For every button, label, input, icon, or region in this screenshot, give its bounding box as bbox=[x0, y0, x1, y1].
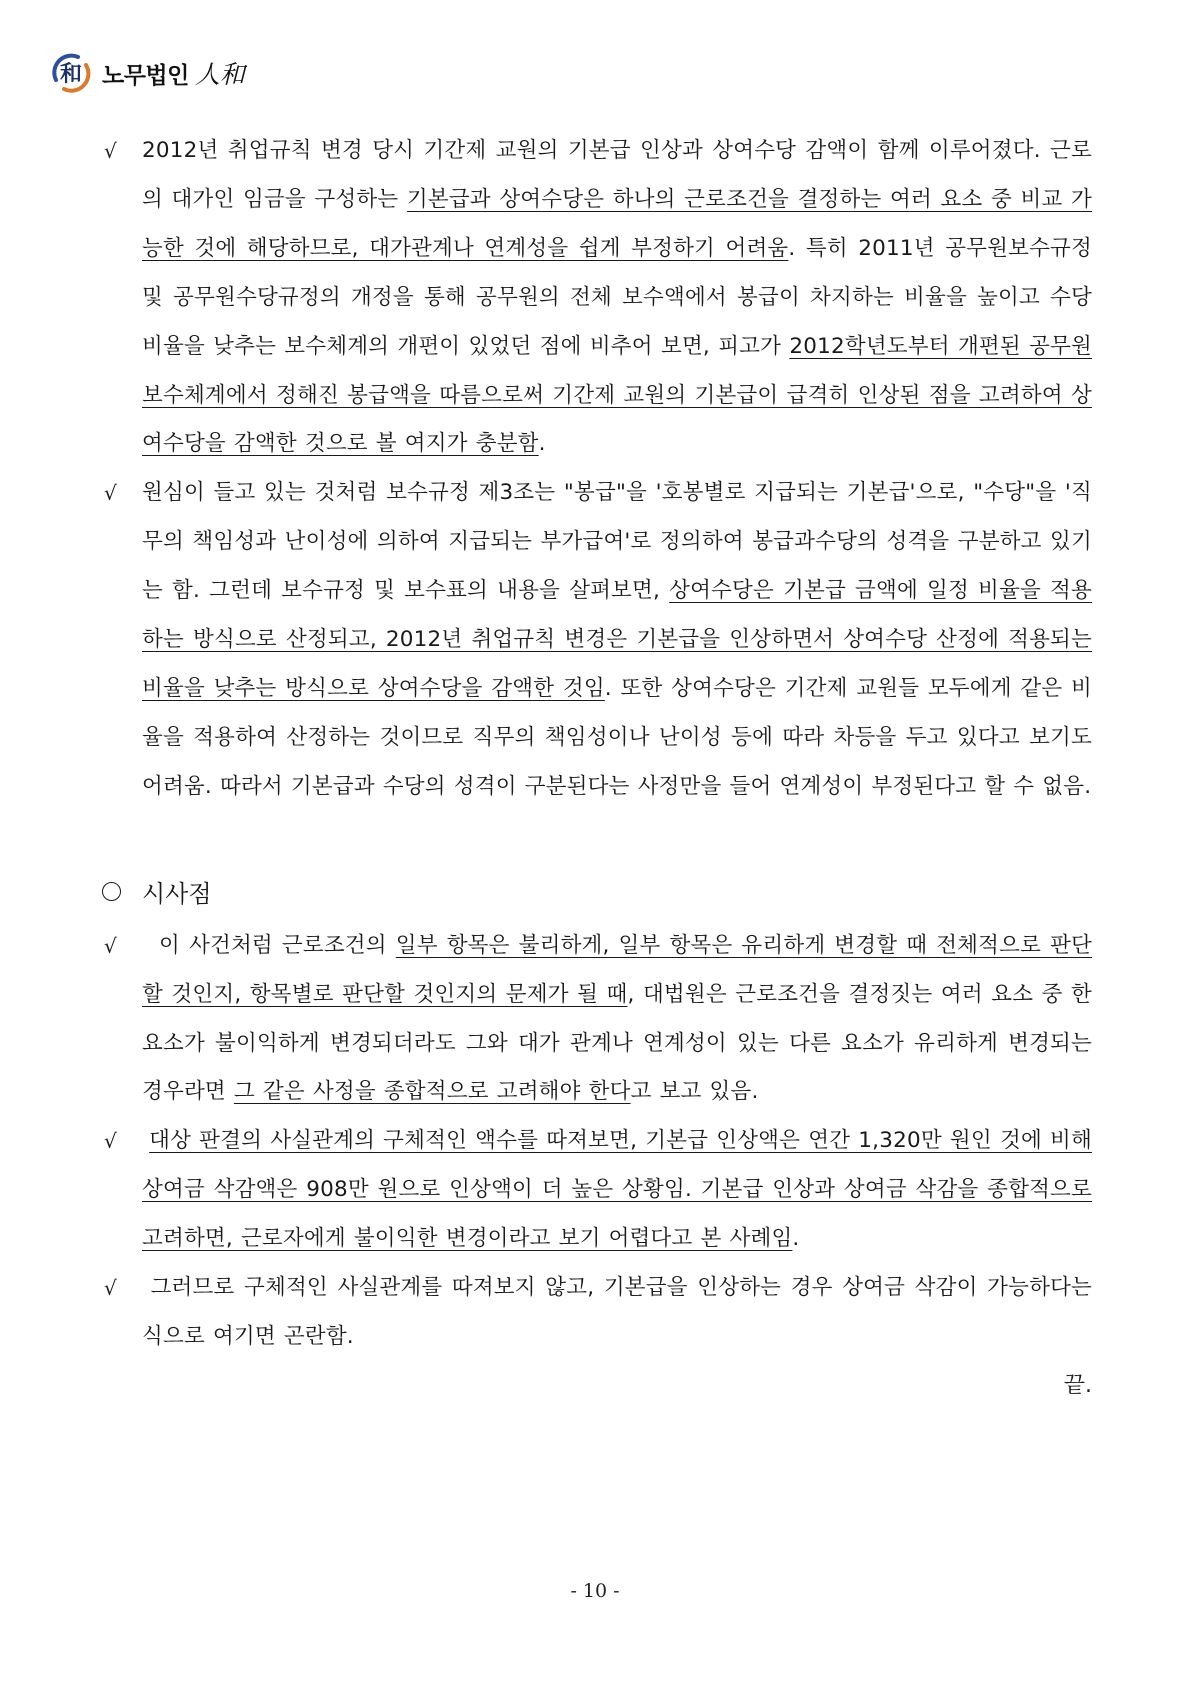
check-bullet-icon: √ bbox=[104, 1129, 117, 1154]
end-mark: 끝. bbox=[1063, 1372, 1092, 1398]
check-bullet-icon: √ bbox=[104, 1276, 117, 1301]
check-bullet-icon: √ bbox=[104, 139, 117, 163]
page-number: - 10 - bbox=[570, 1580, 620, 1602]
check-bullet-icon: √ bbox=[104, 481, 117, 506]
para1-text-2: . 특히 2011년 공무원보수규정 및 공무원수당규정의 개정을 통해 공무원의 전체 보수액에서 봉급이 차지하는 비율을 높이고 수당 비율을 낮추는 보수체계의 개편이 있었던 점에 비추어 보면, 피고가 bbox=[142, 235, 1092, 359]
para3-text-2: , 대법원은 근로조건을 결정짓는 여러 요소 중 한 요소가 불이익하게 변경되더라도 그와 대가 관계나 연계성이 있는 다른 요소가 유리하게 변경되는 경우라면 bbox=[142, 981, 1092, 1105]
para3-underlined-2: 그 같은 사정을 종합적으로 고려해야 한다 bbox=[233, 1079, 631, 1105]
para1-underlined-1: 기본급과 상여수당은 하나의 근로조건을 결정하는 여러 요소 중 비교 가능한 것에 해당하므로, 대가관계나 연계성을 쉽게 부정하기 어려움 bbox=[142, 186, 1092, 261]
para3-underlined-1: 일부 항목은 불리하게, 일부 항목은 유리하게 변경할 때 전체적으로 판단할 것인지, 항목별로 판단할 것인지의 문제가 될 때 bbox=[142, 932, 1093, 1007]
para3-text-3: 고 보고 있음. bbox=[630, 1079, 759, 1105]
firm-logo-icon bbox=[48, 50, 94, 96]
bullet-paragraph-2 bbox=[100, 469, 1092, 811]
para1-text-3: . bbox=[538, 431, 546, 457]
para1-underlined-2: 2012학년도부터 개편된 공무원 보수체계에서 정해진 봉급액을 따름으로써 기간제 교원의 기본급이 급격히 인상된 점을 고려하여 상여수당을 감액한 것으로 볼 여지가 충분함 bbox=[142, 333, 1092, 457]
bullet-paragraph-5 bbox=[100, 1264, 1101, 1362]
para2-text-1: 원심이 들고 있는 것처럼 보수규정 제3조는 "봉급"을 '호봉별로 지급되는 기본급'으로, "수당"을 '직무의 책임성과 난이성에 의하여 지급되는 부가급여'로 정의하여 봉급과수당의 성격을 구분하고 있기는 함. 그런데 보수규정 및 보수표의 내용을 살펴보면, bbox=[142, 480, 1092, 604]
bullet-paragraph-4 bbox=[100, 1117, 1092, 1264]
para3-text-1: 이 사건처럼 근로조건의 bbox=[142, 932, 396, 958]
document-header bbox=[48, 50, 245, 96]
para4-text-2: . bbox=[792, 1226, 800, 1252]
firm-name: 노무법인 bbox=[102, 62, 189, 89]
logo-character: 和 bbox=[59, 61, 83, 87]
check-bullet-icon: √ bbox=[104, 933, 117, 958]
section-title: 시사점 bbox=[142, 879, 212, 908]
document-body bbox=[100, 127, 1101, 1410]
para2-underlined-1: 상여수당은 기본급 금액에 일정 비율을 적용하는 방식으로 산정되고, 2012년 취업규칙 변경은 기본급을 인상하면서 상여수당 산정에 적용되는 비율을 낮추는 방식으로 상여수당을 감액한 것임 bbox=[142, 578, 1092, 701]
section-heading bbox=[100, 870, 1092, 918]
bullet-paragraph-3 bbox=[100, 922, 1092, 1118]
para1-text-1: 2012년 취업규칙 변경 당시 기간제 교원의 기본급 인상과 상여수당 감액이 함께 이루어졌다. 근로의 대가인 임금을 구성하는 bbox=[142, 138, 1092, 212]
para4-underlined-1: 대상 판결의 사실관계의 구체적인 액수를 따져보면, 기본급 인상액은 연간 1,320만 원인 것에 비해 상여금 삭감액은 908만 원으로 인상액이 더 높은 상황임. 기본급 인상과 상여금 삭감을 종합적으로 고려하면, 근로자에게 불이익한 변경이라고 보기 어렵다고 본 사례임 bbox=[142, 1128, 1092, 1252]
para2-text-2: . 또한 상여수당은 기간제 교원들 모두에게 같은 비율을 적용하여 산정하는 것이므로 직무의 책임성이나 난이성 등에 따라 차등을 두고 있다고 보기도 어려움. 따라서 기본급과 수당의 성격이 구분된다는 사정만을 들어 연계성이 부정된다고 할 수 없음. bbox=[142, 675, 1092, 799]
bullet-paragraph-1 bbox=[100, 127, 1092, 469]
circle-bullet-icon bbox=[102, 882, 121, 901]
firm-name-hanja: 人和 bbox=[194, 60, 245, 89]
para5-text-1: 그러므로 구체적인 사실관계를 따져보지 않고, 기본급을 인상하는 경우 상여금 삭감이 가능하다는 식으로 여기면 곤란함. bbox=[142, 1275, 1101, 1349]
